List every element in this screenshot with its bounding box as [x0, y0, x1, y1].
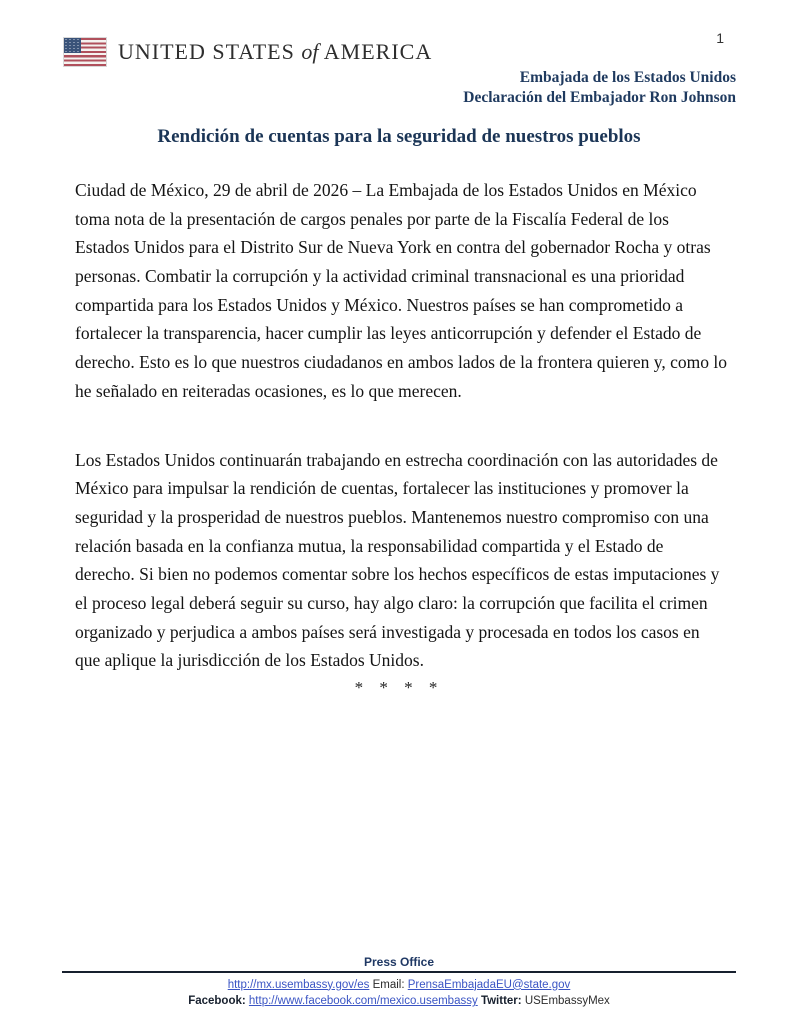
logo-wordmark-post: AMERICA: [323, 39, 433, 64]
footer-facebook-link[interactable]: http://www.facebook.com/mexico.usembassy: [248, 995, 478, 1008]
footer-office-title: Press Office: [363, 954, 435, 969]
paragraph-1: Ciudad de México, 29 de abril de 2026 – La Embajada de los Estados Unidos en México toma nota de la presentación de cargos penales por parte de la Fiscalía Federal de los Estados Unidos para el Distrito Sur de Nueva York en contra del gobernador Rocha y otras personas. Combatir la corrupción y la actividad criminal transnacional es una prioridad compartida para los Estados Unidos y México. Nuestros países se han comprometido a fortalecer la transparencia, hacer cumplir las leyes anticorrupción y defender el Estado de derecho. Esto es lo que nuestros ciudadanos en ambos lados de la frontera quieren y, como lo he señalado en reiteradas ocasiones, es lo que merecen.: [75, 180, 728, 401]
footer-contact-line: [62, 977, 736, 994]
footer-facebook-label: Facebook:: [188, 995, 246, 1008]
asterisk-separator: * * * *: [354, 678, 444, 697]
footer-website-link[interactable]: http://mx.usembassy.gov/es: [227, 978, 370, 991]
document-title: Rendición de cuentas para la seguridad de nuestros pueblos: [157, 126, 641, 147]
logo-wordmark-of: of: [301, 39, 319, 64]
document-body: [75, 176, 727, 675]
us-government-logo: [64, 38, 432, 66]
logo-wordmark-pre: UNITED STATES: [118, 39, 295, 64]
us-flag-canton: [64, 38, 81, 53]
letterhead-org-line1: Embajada de los Estados Unidos: [519, 69, 736, 86]
page-number: 1: [716, 30, 724, 46]
letterhead-org-line2: Declaración del Embajador Ron Johnson: [463, 89, 736, 107]
footer-social-line: [62, 993, 736, 1010]
footer-divider: [62, 971, 736, 973]
paragraph-2: Los Estados Unidos continuarán trabajando en estrecha coordinación con las autoridades de México para impulsar la rendición de cuentas, fortalecer las instituciones y promover la seguridad y la prosperidad de nuestros pueblos. Mantenemos nuestro compromiso con una relación basada en la confianza mutua, la responsabilidad compartida y el Estado de derecho. Si bien no podemos comentar sobre los hechos específicos de estas imputaciones y el proceso legal deberá seguir su curso, hay algo claro: la corrupción que facilita el crimen organizado y perjudica a ambos países será investigada y procesada en todos los casos en que aplique la jurisdicción de los Estados Unidos.: [75, 449, 720, 671]
footer-twitter-handle: USEmbassyMex: [524, 995, 610, 1008]
logo-wordmark: [118, 39, 432, 65]
footer-email-link[interactable]: PrensaEmbajadaEU@state.gov: [407, 978, 571, 991]
footer: [62, 955, 736, 1010]
footer-email-label: Email:: [372, 978, 405, 991]
footer-twitter-label: Twitter:: [480, 995, 522, 1008]
us-flag-icon: [64, 38, 106, 66]
letterhead-org-block: [463, 68, 736, 109]
